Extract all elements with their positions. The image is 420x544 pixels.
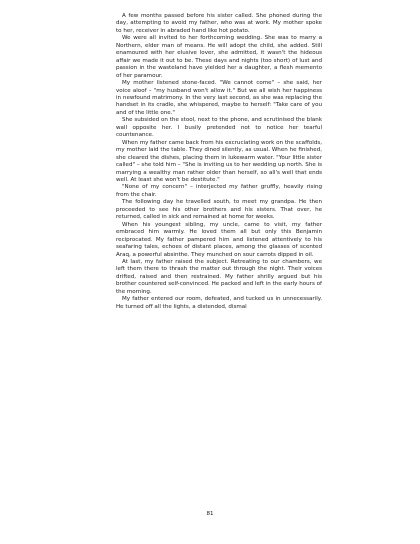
paragraph: She subsided on the stool, next to the phone, and scrutinised the blank wall opposite her. I busily pretended not to notice her tearful countenance.	[116, 117, 322, 139]
paragraph: We were all invited to her forthcoming wedding. She was to marry a Northern, elder man of means. He will adopt the child, she added. Still enamoured with her elusive lover, she admitted, it wasn't the hideous affair we made it out to be. These days and nights (too short) of lust and passion in the wasteland have yielded her a daughter, a flesh memento of her paramour.	[116, 35, 322, 79]
paragraph: When my father came back from his excruciating work on the scaffolds, my mother laid the table. They dined silently, as usual. When he finished, she cleared the dishes, placing them in lukewarm water. "Your little sister called" – she told him – "She is inviting us to her wedding up north. She is marrying a wealthy man rather older than herself, so all's well that ends well. At least she won't be destitute."	[116, 139, 322, 183]
paragraph: The following day he travelled south, to meet my grandpa. He then proceeded to see his other brothers and his sisters. That over, he returned, called in sick and remained at home for weeks.	[116, 199, 322, 221]
paragraph: A few months passed before his sister called. She phoned during the day, attempting to avoid my father, who was at work. My mother spoke to her, receiver in abraded hand like hot potato.	[116, 13, 322, 34]
paragraph: At last, my father raised the subject. Retreating to our chambers, we left them there to thrash the matter out through the night. Their voices drifted, raised and then restrained. My father shrilly argued but his brother countered self-convinced. He packed and left in the early hours of the morning.	[116, 258, 322, 295]
paragraph: My father entered our room, defeated, and tucked us in unnecessarily. He turned off all the lights, a distended, dismal	[116, 296, 322, 310]
body-text	[116, 13, 322, 311]
paragraph: When his youngest sibling, my uncle, came to visit, my father embraced him warmly. He loved them all but only this Benjamin reciprocated. My father pampered him and listened attentively to his seafaring tales, echoes of distant places, among the glasses of scented Araq, a powerful absinthe. They munched on sour carrots dipped in oil.	[116, 221, 322, 258]
paragraph: My mother listened stone-faced. "We cannot come" – she said, her voice aloof – "my husband won't allow it." But we all wish her happiness in newfound matrimony. In the very last second, as she was replacing the handset in its cradle, she whispered, maybe to herself: "Take care of you and of the little one."	[116, 80, 322, 116]
page-number: 81	[206, 511, 214, 517]
paragraph: "None of my concern" – interjected my father gruffly, heavily rising from the chair.	[116, 184, 322, 198]
